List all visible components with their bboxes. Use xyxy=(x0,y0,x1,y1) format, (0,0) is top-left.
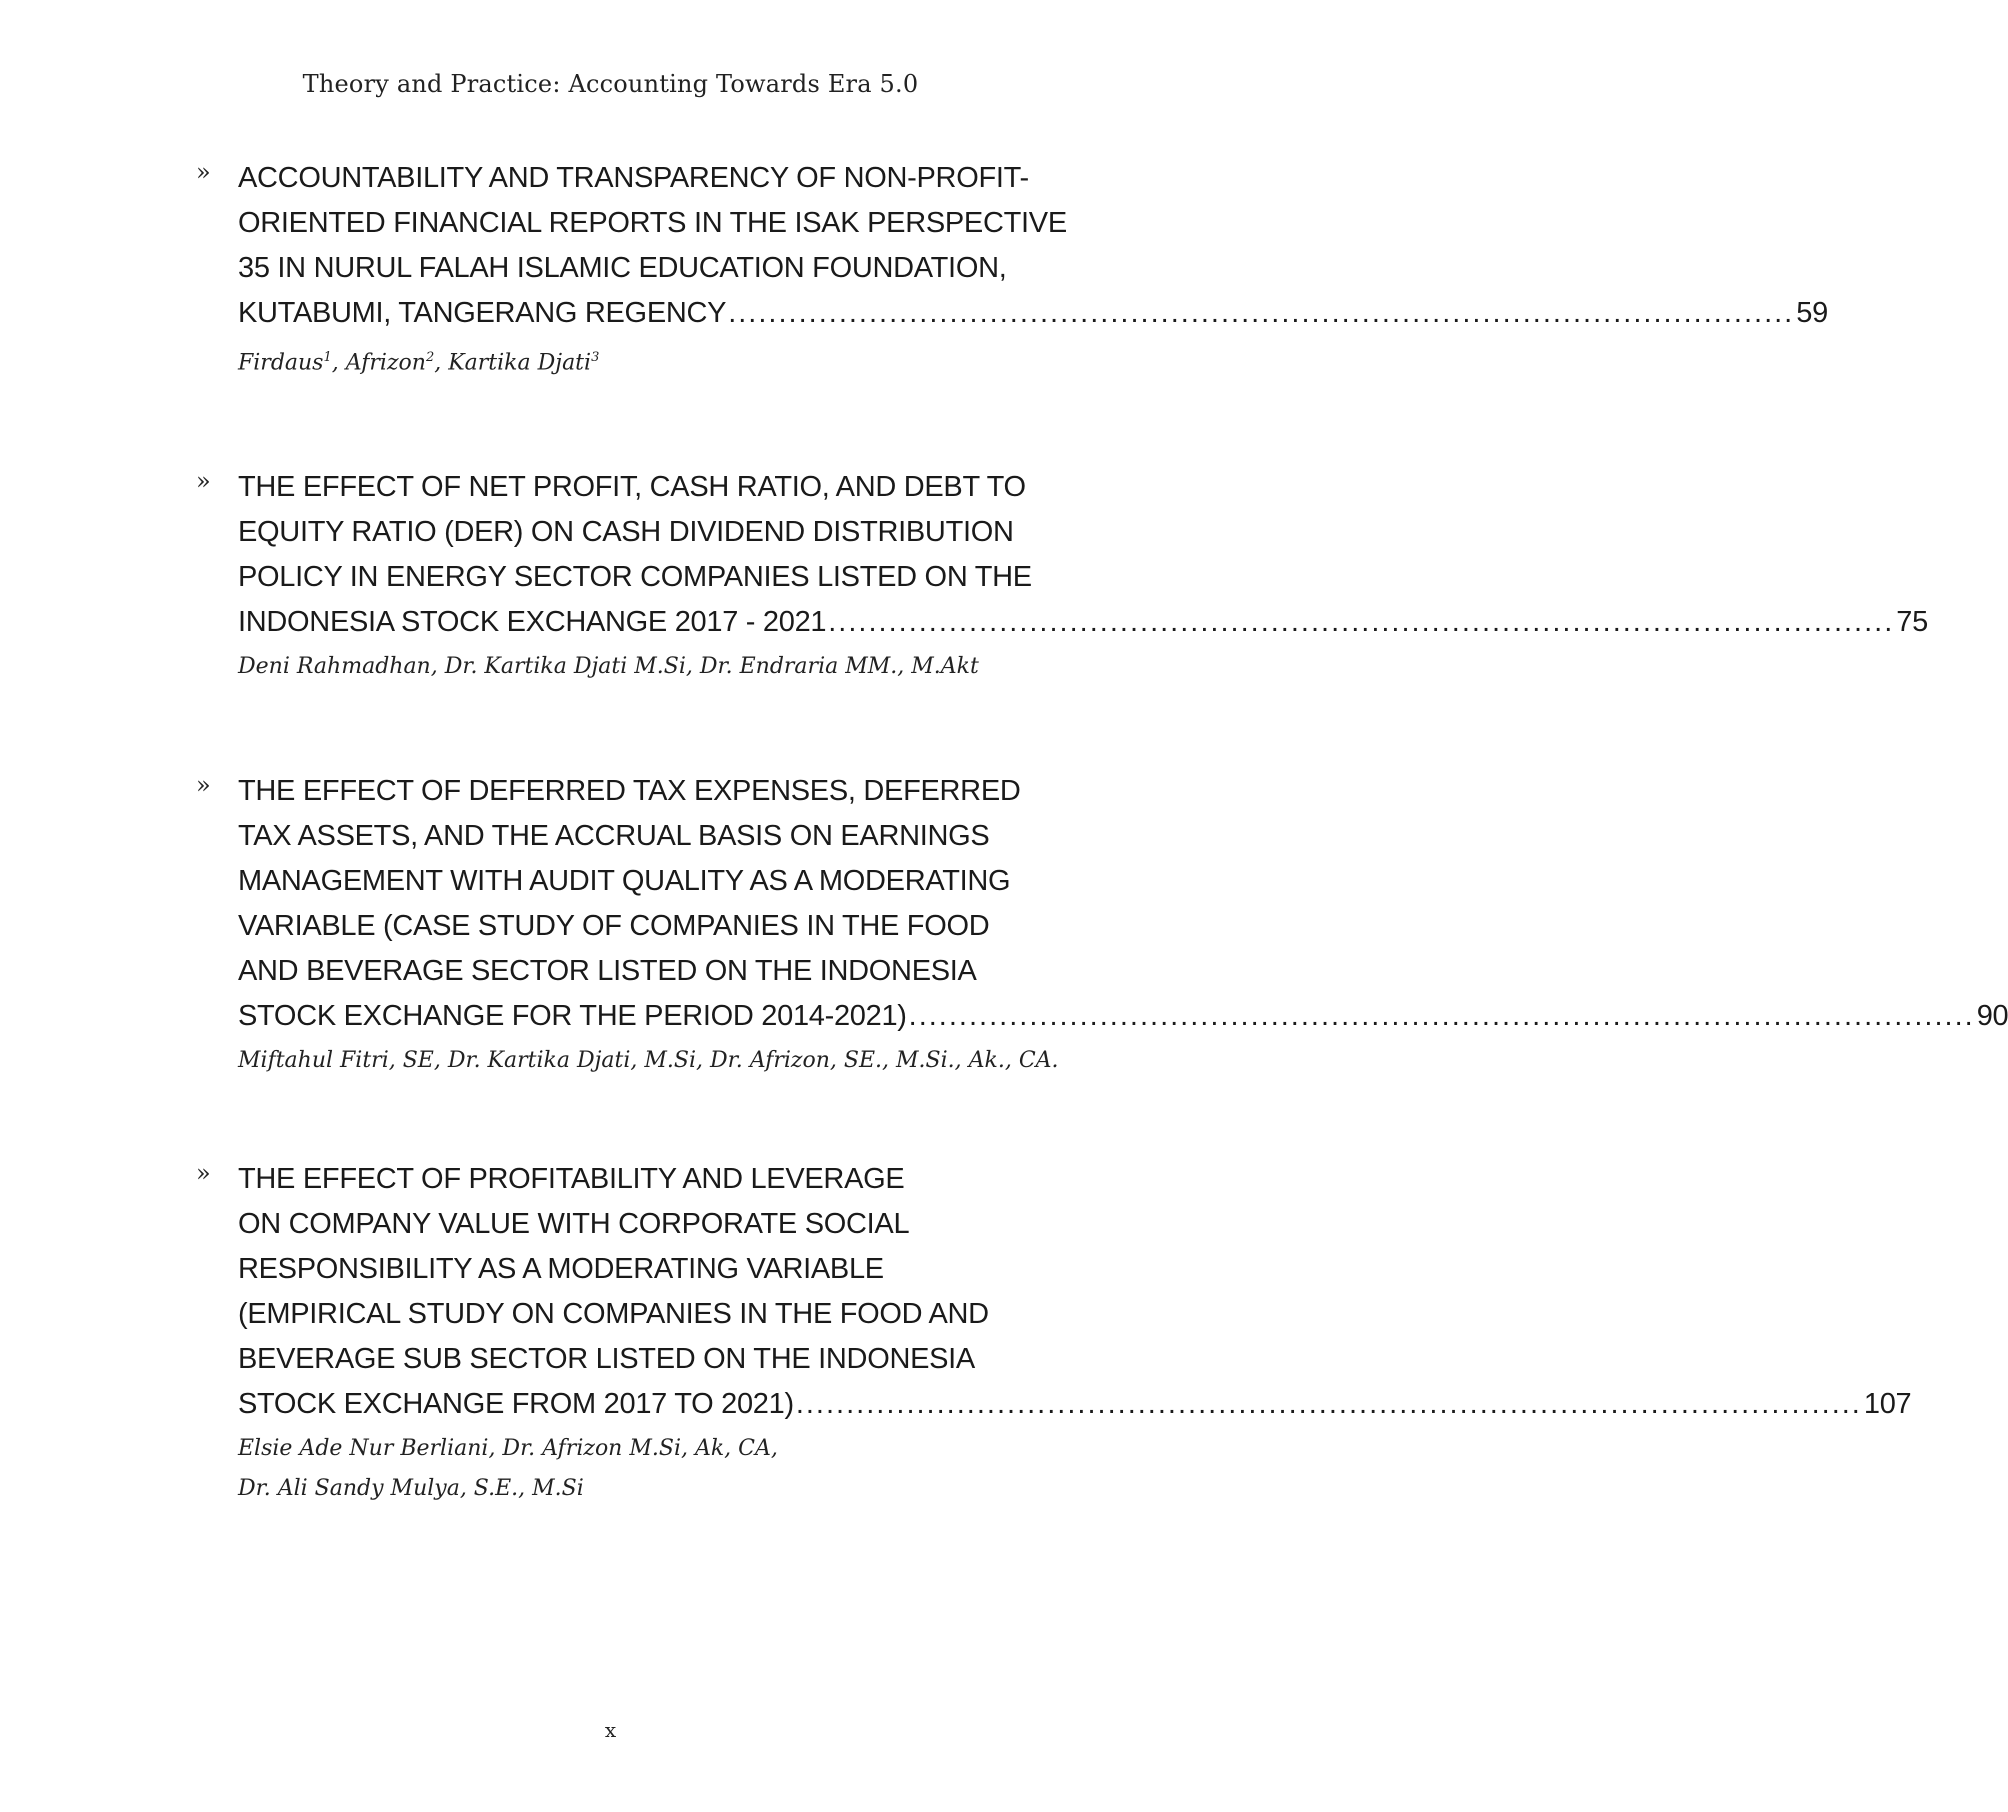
entry-authors: Deni Rahmadhan, Dr. Kartika Djati M.Si, Dr. Endraria MM., M.Akt xyxy=(238,654,979,680)
toc-entries xyxy=(0,156,2008,1509)
bullet-marker-icon: » xyxy=(196,1159,211,1188)
author-affiliation: 3 xyxy=(591,350,600,365)
leader-dots: .......................................................................................................... xyxy=(795,1388,1862,1421)
entry-title-line: ORIENTED FINANCIAL REPORTS IN THE ISAK PERSPECTIVE xyxy=(238,207,1067,239)
running-header: Theory and Practice: Accounting Towards Era 5.0 xyxy=(302,70,919,98)
author-affiliation: 2 xyxy=(425,350,435,365)
toc-entry[interactable] xyxy=(0,769,2008,1081)
bullet-marker-icon: » xyxy=(196,158,211,186)
entry-title-line: THE EFFECT OF PROFITABILITY AND LEVERAGE xyxy=(238,1163,905,1196)
bullet-marker-icon: » xyxy=(196,467,211,496)
entry-authors: Dr. Ali Sandy Mulya, S.E., M.Si xyxy=(238,1476,584,1502)
entry-title-line: STOCK EXCHANGE FOR THE PERIOD 2014-2021) xyxy=(238,1000,907,1033)
entry-title-line: KUTABUMI, TANGERANG REGENCY xyxy=(238,297,727,329)
entry-title-line: THE EFFECT OF DEFERRED TAX EXPENSES, DEFERRED xyxy=(238,775,1021,808)
page-number-link[interactable]: 90 xyxy=(1976,1000,2008,1033)
entry-title-line: MANAGEMENT WITH AUDIT QUALITY AS A MODERATING xyxy=(238,865,1011,898)
entry-title-line: ON COMPANY VALUE WITH CORPORATE SOCIAL xyxy=(238,1208,910,1241)
leader-dots: .......................................................................................................... xyxy=(728,297,1795,329)
page-number-link[interactable]: 75 xyxy=(1896,606,1928,639)
entry-title-line: VARIABLE (CASE STUDY OF COMPANIES IN THE FOOD xyxy=(238,910,990,943)
toc-entry[interactable] xyxy=(0,465,1928,687)
toc-entry[interactable] xyxy=(0,1157,1912,1509)
author-name: Firdaus xyxy=(238,350,324,376)
page-number-link[interactable]: 59 xyxy=(1796,297,1828,329)
entry-title-line: (EMPIRICAL STUDY ON COMPANIES IN THE FOOD AND xyxy=(238,1298,989,1331)
entry-title-line: INDONESIA STOCK EXCHANGE 2017 - 2021 xyxy=(238,606,827,639)
entry-title-last-line xyxy=(238,291,1828,336)
leader-dots: .......................................................................................................... xyxy=(908,1000,1975,1033)
entry-title-last-line xyxy=(238,994,2008,1039)
entry-authors: Miftahul Fitri, SE, Dr. Kartika Djati, M.Si, Dr. Afrizon, SE., M.Si., Ak., CA. xyxy=(238,1048,1059,1074)
author-affiliation: 1 xyxy=(323,350,332,365)
entry-title-line: EQUITY RATIO (DER) ON CASH DIVIDEND DISTRIBUTION xyxy=(238,516,1014,549)
entry-authors: Elsie Ade Nur Berliani, Dr. Afrizon M.Si, Ak, CA, xyxy=(238,1436,778,1462)
entry-title-last-line xyxy=(238,1382,1912,1427)
author-name: , Afrizon xyxy=(331,350,426,376)
entry-title-line: TAX ASSETS, AND THE ACCRUAL BASIS ON EARNINGS xyxy=(238,820,990,853)
entry-title-line: POLICY IN ENERGY SECTOR COMPANIES LISTED ON THE xyxy=(238,561,1032,594)
page-number: x xyxy=(604,1718,617,1742)
entry-title-line: AND BEVERAGE SECTOR LISTED ON THE INDONESIA xyxy=(238,955,977,988)
entry-authors xyxy=(238,338,1072,383)
entry-title-line: THE EFFECT OF NET PROFIT, CASH RATIO, AND DEBT TO xyxy=(238,471,1026,504)
bullet-marker-icon: » xyxy=(196,771,211,800)
leader-dots: .......................................................................................................... xyxy=(828,606,1895,639)
author-name: , Kartika Djati xyxy=(434,350,592,376)
entry-title-line: RESPONSIBILITY AS A MODERATING VARIABLE xyxy=(238,1253,884,1286)
entry-title-line: 35 IN NURUL FALAH ISLAMIC EDUCATION FOUNDATION, xyxy=(238,252,1007,284)
entry-title-line: STOCK EXCHANGE FROM 2017 TO 2021) xyxy=(238,1388,794,1421)
entry-title-line: BEVERAGE SUB SECTOR LISTED ON THE INDONESIA xyxy=(238,1343,975,1376)
entry-title-last-line xyxy=(238,600,1928,645)
entry-title-line: ACCOUNTABILITY AND TRANSPARENCY OF NON-PROFIT- xyxy=(238,162,1029,194)
toc-entry[interactable] xyxy=(0,156,1828,383)
page-number-link[interactable]: 107 xyxy=(1863,1388,1912,1421)
